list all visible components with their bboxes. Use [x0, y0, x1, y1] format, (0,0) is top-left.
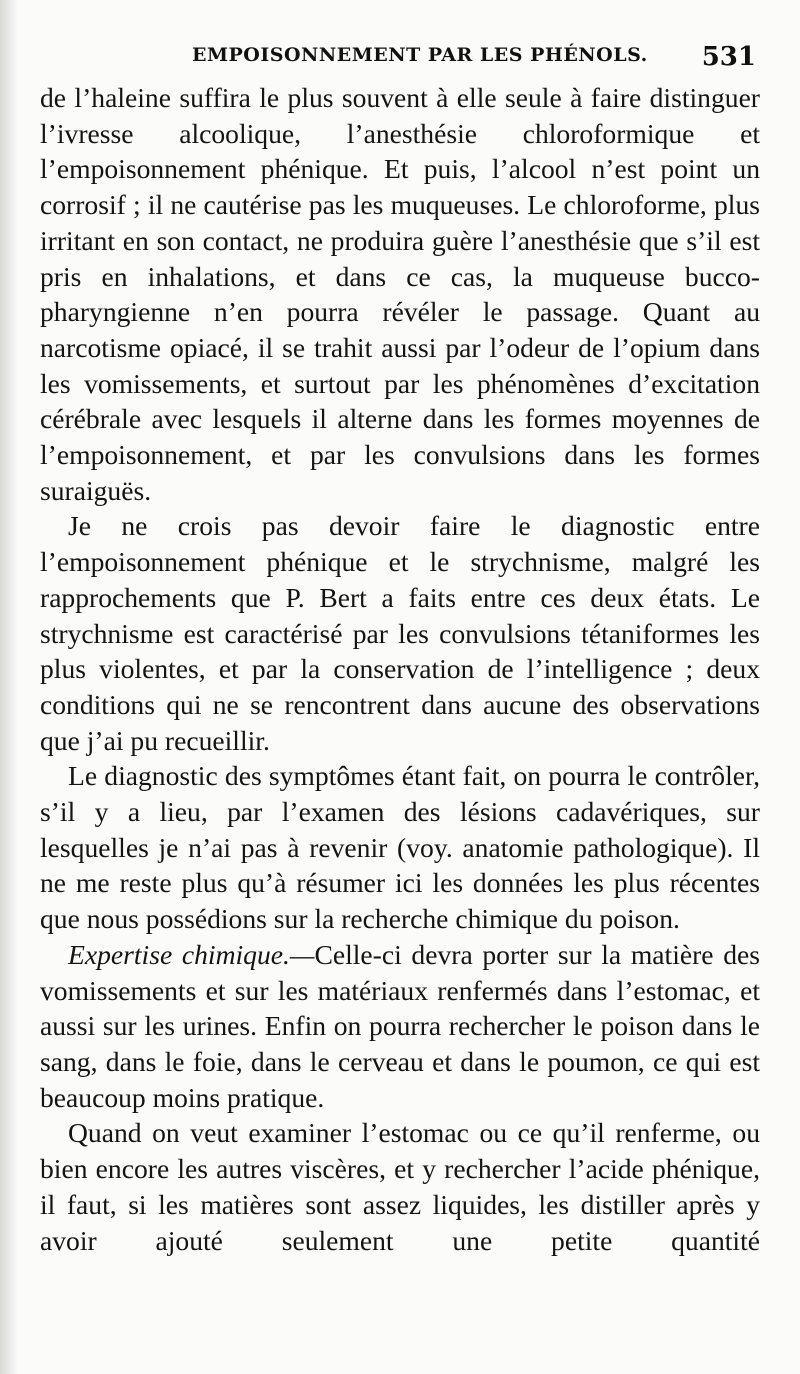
paragraph-4 [40, 937, 760, 1116]
paragraph-1: de l’haleine suffira le plus souvent à elle seule à faire distinguer l’ivresse alcoolique, l’anesthésie chloroformique et l’empoisonnement phénique. Et puis, l’alcool n’est point un corrosif ; il ne cautérise pas les muqueuses. Le chloroforme, plus irritant en son contact, ne produira guère l’anesthésie que s’il est pris en inhalations, et dans ce cas, la muqueuse bucco-pharyngienne n’en pourra révéler le passage. Quant au narcotisme opiacé, il se trahit aussi par l’odeur de l’opium dans les vomissements, et surtout par les phénomènes d’excitation cérébrale avec lesquels il alterne dans les formes moyennes de l’empoisonnement, et par les convulsions dans les formes suraiguës. [40, 82, 760, 506]
running-head: EMPOISONNEMENT PAR LES PHÉNOLS. [192, 44, 648, 66]
paragraph-5: Quand on veut examiner l’estomac ou ce qu’il renferme, ou bien encore les autres viscères, et y rechercher l’acide phénique, il faut, si les matières sont assez liquides, les distiller après y avoir ajouté seulement une petite quantité [40, 1117, 760, 1256]
paragraph-2: Je ne crois pas devoir faire le diagnostic entre l’empoisonnement phénique et le strychnisme, malgré les rapprochements que P. Bert a faits entre ces deux états. Le strychnisme est caractérisé par les convulsions tétaniformes les plus violentes, et par la conservation de l’intelligence ; deux conditions qui ne se rencontrent dans aucune des observations que j’ai pu recueillir. [40, 510, 760, 756]
page-number: 531 [701, 42, 756, 72]
paragraph-4-text: Celle-ci devra porter sur la matière des vomissements et sur les matériaux renfermés dans l’estomac, et aussi sur les urines. Enfin on pourra rechercher le poison dans le sang, dans le foie, dans le cerveau et dans le poumon, ce qui est beaucoup moins pratique. [40, 938, 760, 1113]
section-label: Expertise chimique.— [68, 938, 315, 970]
page-header [42, 40, 762, 80]
page-body [40, 80, 760, 1258]
page-gutter-shadow [0, 0, 18, 1374]
paragraph-3: Le diagnostic des symptômes étant fait, on pourra le contrôler, s’il y a lieu, par l’examen des lésions cadavériques, sur lesquelles je n’ai pas à revenir (voy. anatomie pathologique). Il ne me reste plus qu’à résumer ici les données les plus récentes que nous possédions sur la recherche chimique du poison. [40, 760, 760, 935]
